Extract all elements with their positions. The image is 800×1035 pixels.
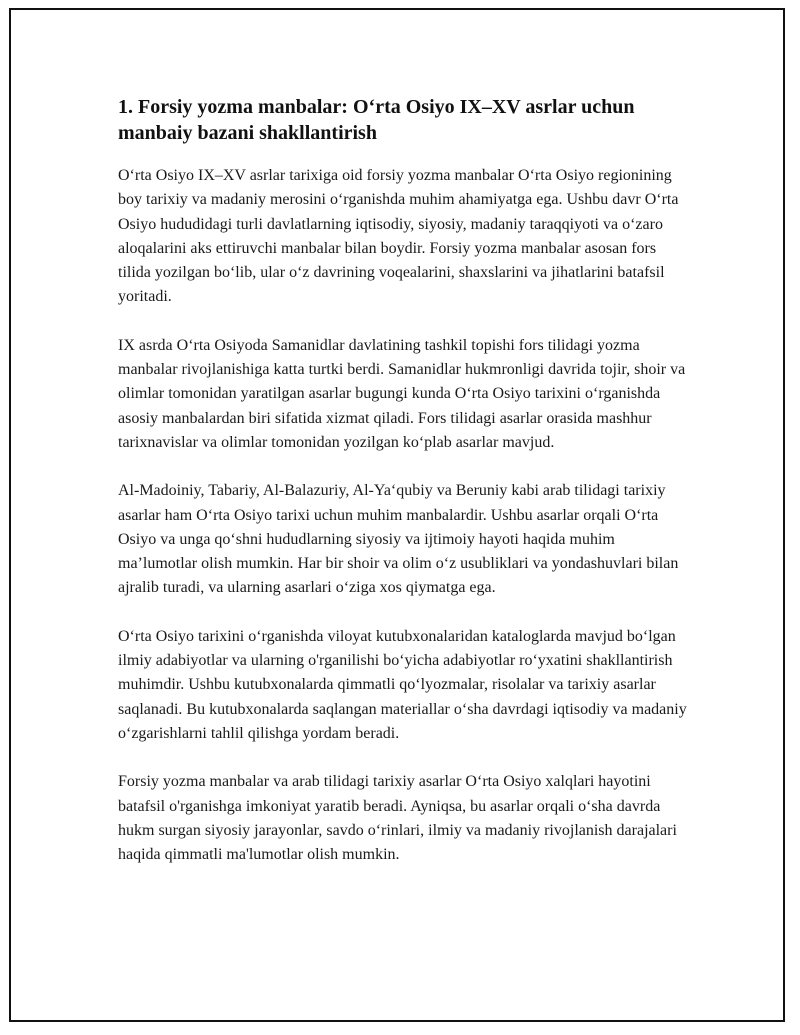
document-body bbox=[118, 94, 690, 891]
section-heading-line-1: 1. Forsiy yozma manbalar: O‘rta Osiyo IX–XV asrlar uchun bbox=[118, 96, 635, 118]
paragraph-2: IX asrda O‘rta Osiyoda Samanidlar davlatining tashkil topishi fors tilidagi yozma manbalar rivojlanishiga katta turtki berdi. Samanidlar hukmronligi davrida tojir, shoir va olimlar tomonidan yaratilgan asarlar bugungi kunda O‘rta Osiyo tarixini o‘rganishda asosiy manbalardan biri sifatida xizmat qiladi. Fors tilidagi asarlar orasida mashhur tarixnavislar va olimlar tomonidan yozilgan ko‘plab asarlar mavjud. bbox=[118, 336, 686, 451]
section-heading-line-2: manbaiy bazani shakllantirish bbox=[118, 122, 377, 144]
paragraph-3: Al-Madoiniy, Tabariy, Al-Balazuriy, Al-Ya‘qubiy va Beruniy kabi arab tilidagi tarixiy asarlar ham O‘rta Osiyo tarixi uchun muhim manbalardir. Ushbu asarlar orqali O‘rta Osiyo va unga qo‘shni hududlarning siyosiy va ijtimoiy hayoti haqida muhim ma’lumotlar olish mumkin. Har bir shoir va olim o‘z usubliklari va yondashuvlari bilan ajralib turadi, va ularning asarlari o‘ziga xos qiymatga ega. bbox=[118, 482, 679, 597]
paragraph-5: Forsiy yozma manbalar va arab tilidagi tarixiy asarlar O‘rta Osiyo xalqlari hayotini batafsil o'rganishga imkoniyat yaratib beradi. Ayniqsa, bu asarlar orqali o‘sha davrda hukm surgan siyosiy jarayonlar, savdo o‘rinlari, ilmiy va madaniy rivojlanish darajalari haqida qimmatli ma'lumotlar olish mumkin. bbox=[118, 773, 677, 864]
paragraph-4: O‘rta Osiyo tarixini o‘rganishda viloyat kutubxonalaridan kataloglarda mavjud bo‘lgan ilmiy adabiyotlar va ularning o'rganilishi bo‘yicha adabiyotlar ro‘yxatini shakllantirish muhimdir. Ushbu kutubxonalarda qimmatli qo‘lyozmalar, risolalar va tarixiy asarlar saqlanadi. Bu kutubxonalarda saqlangan materiallar o‘sha davrdagi iqtisodiy va madaniy o‘zgarishlarni tahlil qilishga yordam beradi. bbox=[118, 627, 687, 742]
section-heading bbox=[118, 94, 690, 146]
paragraph-1: O‘rta Osiyo IX–XV asrlar tarixiga oid forsiy yozma manbalar O‘rta Osiyo regionining boy tarixiy va madaniy merosini o‘rganishda muhim ahamiyatga ega. Ushbu davr O‘rta Osiyo hududidagi turli davlatlarning iqtisodiy, siyosiy, madaniy taraqqiyoti va o‘zaro aloqalarini aks ettiruvchi manbalar bilan boydir. Forsiy yozma manbalar asosan fors tilida yozilgan bo‘lib, ular o‘z davrining voqealarini, shaxslarini va jihatlarini batafsil yoritadi. bbox=[118, 167, 679, 306]
